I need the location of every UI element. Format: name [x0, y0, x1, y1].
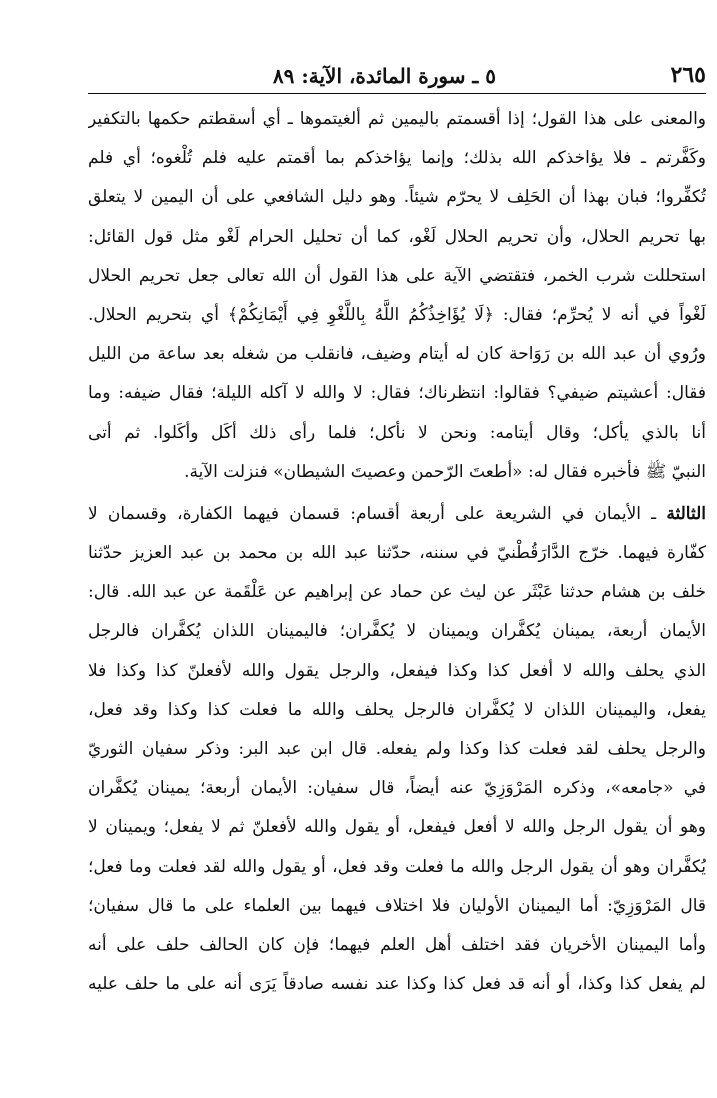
text-line: فقال: أعشيتم ضيفي؟ فقالوا: انتظرناك؛ فقال: لا والله لا آكله الليلة؛ فقال ضيفه: وما	[88, 383, 706, 404]
text-line: بها تحريم الحلال، وأن تحريم الحلال لَغْو، كما أن تحليل الحرام لَغْو مثل قول القائل:	[88, 226, 706, 247]
running-title: ٥ ـ سورة المائدة، الآية: ٨٩	[272, 64, 496, 88]
header-rule	[88, 93, 706, 94]
text-line	[88, 495, 706, 534]
text-line: خلف بن هشام حدثنا عَبْثَر عن ليث عن حماد عن إبراهيم عن عَلْقَمة عن عبد الله. قال:	[88, 582, 706, 603]
text-line: ورُوي أن عبد الله بن رَوَاحة كان له أيتام وضيف، فانقلب من شغله بعد ساعة من الليل	[88, 344, 706, 365]
text-line: وكَفَّرتم ـ فلا يؤاخذكم الله بذلك؛ وإنما يؤاخذكم بما أقمتم عليه فلم تُلْغوه؛ أي فلم	[88, 148, 706, 169]
text-line: يفعل، واليمينان اللذان لا يُكفَّران فالرجل يحلف والله ما فعلت كذا وكذا وقد فعل،	[88, 699, 706, 720]
text-line: استحللت شرب الخمر، فتقتضي الآية على هذا القول أن الله تعالى جعل تحريم الحلال	[88, 265, 706, 286]
text-line: لم يفعل كذا وكذا، أو أنه قد فعل كذا وكذا عند نفسه صادقاً يَرَى أنه على ما حلف عليه	[88, 974, 706, 995]
section-lead: الثالثة	[666, 503, 706, 524]
text-line: كفّارة فيهما. خرّج الدَّارَقُطْنيّ في سننه، حدّثنا عبد الله بن محمد بن عبد العزيز حدّثنا	[88, 543, 706, 564]
text-line: والرجل يحلف لقد فعلت كذا وكذا ولم يفعله. قال ابن عبد البر: وذكر سفيان الثوريّ	[88, 739, 706, 759]
page-number: ٢٦٥	[670, 62, 706, 88]
text-line: في «جامعه»، وذكره المَرْوَزِيّ عنه أيضاً، قال سفيان: الأيمان أربعة؛ يمينان يُكفَّران	[88, 778, 706, 799]
page-header	[88, 58, 706, 92]
text-line: وأما اليمينان الأخريان فقد اختلف أهل العلم فيهما؛ فإن كان الحالف حلف على أنه	[88, 934, 706, 955]
text-line: وهو أن يقول الرجل والله لا أفعل فيفعل، أو يقول والله لأفعلنّ ثم لا يفعل؛ ويمينان لا	[88, 817, 706, 838]
text-line: تُكفِّروا؛ فبان بهذا أن الحَلِف لا يحرّم شيئاً. وهو دليل الشافعي على أن اليمين لا يتعلق	[88, 187, 706, 208]
text-line: يُكفَّران وهو أن يقول الرجل والله ما فعلت وقد فعل، أو يقول والله لقد فعلت وما فعل؛	[88, 856, 706, 877]
text-line: الذي يحلف والله لا أفعل كذا وكذا فيفعل، والرجل يقول والله لأفعلنّ كذا وكذا فلا	[88, 660, 706, 681]
text-line: الأيمان أربعة، يمينان يُكفَّران ويمينان لا يُكفَّران؛ فاليمينان اللذان يُكفَّران فالرجل	[88, 621, 706, 642]
text-line: والمعنى على هذا القول؛ إذا أقسمتم باليمين ثم ألغيتموها ـ أي أسقطتم حكمها بالتكفير	[88, 109, 706, 129]
text-line-rest: ـ الأيمان في الشريعة على أربعة أقسام: قسمان فيهما الكفارة، وقسمان لا	[88, 503, 667, 524]
text-line: قال المَرْوَزِيّ: أما اليمينان الأوليان فلا اختلاف فيهما بين العلماء على ما قال سفيان؛	[88, 895, 706, 916]
body-text	[88, 100, 706, 1004]
text-line: لَغْواً في أنه لا يُحرِّم؛ فقال: ﴿لَا يُؤَاخِذُكُمُ اللَّهُ بِاللَّغْوِ فِي أَيْمَانِكُمْ﴾ أي بتحريم الحلال.	[88, 304, 706, 325]
text-line: النبيّ ﷺ فأخبره فقال له: «أطعتَ الرّحمن وعصيتَ الشيطان» فنزلت الآية.	[184, 461, 706, 482]
text-line: أنا بالذي يأكل؛ وقال أيتامه: ونحن لا نأكل؛ فلما رأى ذلك أكَل وأكَلوا. ثم أتى	[88, 422, 706, 443]
